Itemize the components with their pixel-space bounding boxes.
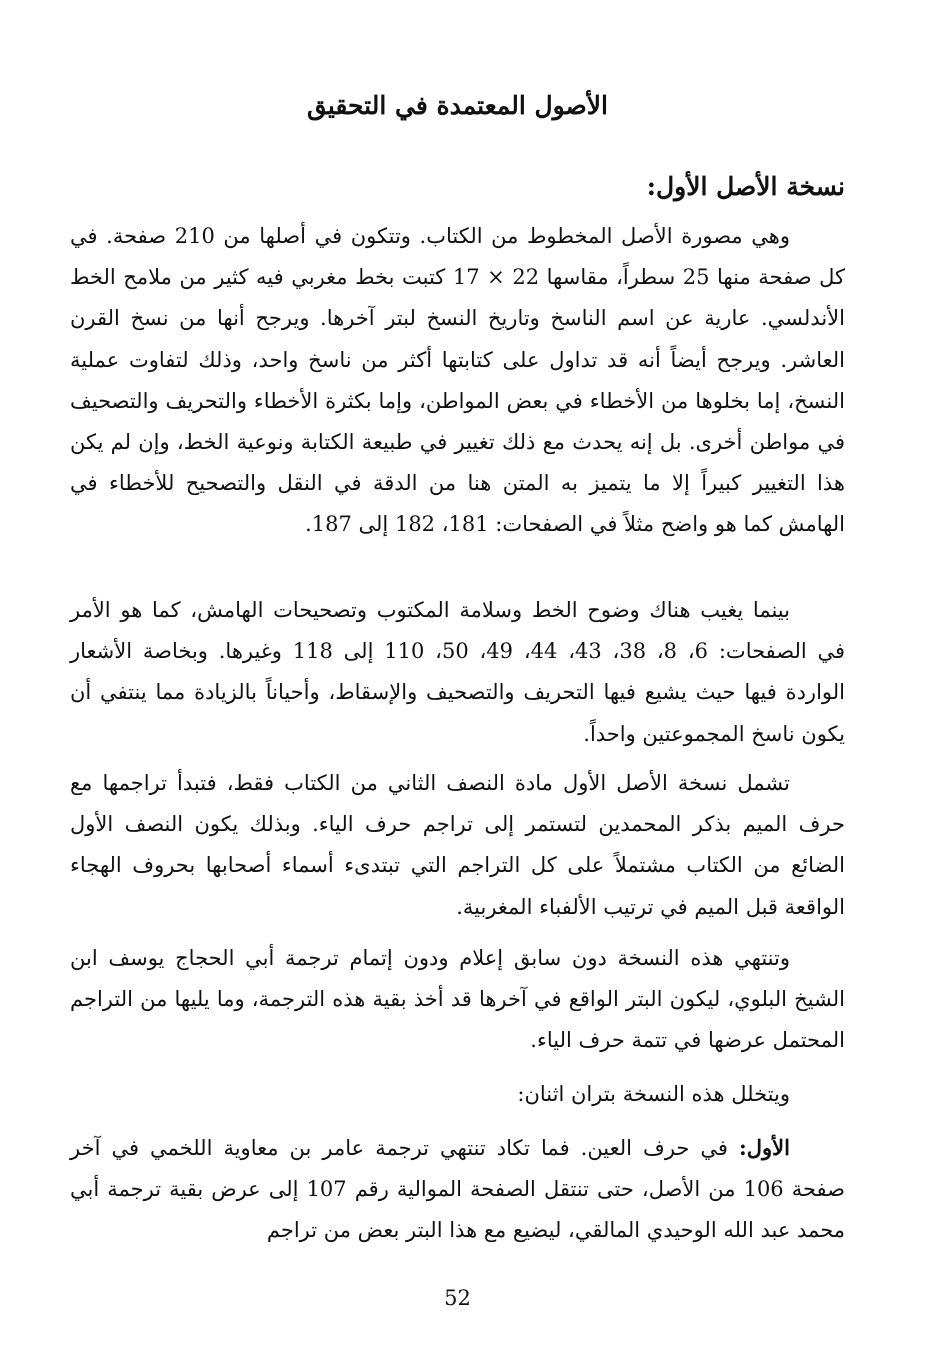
paragraph-6 xyxy=(70,1127,845,1252)
page-number: 52 xyxy=(444,1286,471,1310)
document-page xyxy=(70,0,845,1371)
paragraph-5: ويتخلل هذه النسخة بتران اثنان: xyxy=(517,1082,790,1106)
paragraph-6-lead: الأول: xyxy=(739,1135,790,1160)
paragraph-1: وهي مصورة الأصل المخطوط من الكتاب. وتتكون في أصلها من 210 صفحة. في كل صفحة منها 25 سطراً، مقاسها 22 × 17 كتبت بخط مغربي فيه كثير من ملامح الخط الأندلسي. عارية عن اسم الناسخ وتاريخ النسخ لبتر آخرها. ويرجح أنها من نسخ القرن العاشر. ويرجح أيضاً أنه قد تداول على كتابتها أكثر من ناسخ واحد، وذلك لتفاوت عملية النسخ، إما بخلوها من الأخطاء في بعض المواطن، وإما بكثرة الأخطاء والتحريف والتصحيف في مواطن أخرى. بل إنه يحدث مع ذلك تغيير في طبيعة الكتابة ونوعية الخط، وإن لم يكن هذا التغيير كبيراً إلا ما يتميز به المتن هنا من الدقة في النقل والتصحيح للأخطاء في الهامش كما هو واضح مثلاً في الصفحات: 181، 182 إلى 187. xyxy=(70,224,845,537)
section-heading: نسخة الأصل الأول: xyxy=(646,172,845,201)
paragraph-4: وتنتهي هذه النسخة دون سابق إعلام ودون إتمام ترجمة أبي الحجاج يوسف ابن الشيخ البلوي، ليكون البتر الواقع في آخرها قد أخذ بقية هذه الترجمة، وما يليها من التراجم المحتمل عرضها في تتمة حرف الياء. xyxy=(70,946,845,1053)
paragraph-6-text: في حرف العين. فما تكاد تنتهي ترجمة عامر بن معاوية اللخمي في آخر صفحة 106 من الأصل، حتى تنتقل الصفحة الموالية رقم 107 إلى عرض بقية ترجمة أبي محمد عبد الله الوحيدي المالقي، ليضيع مع هذا البتر بعض من تراجم xyxy=(70,1136,845,1243)
paragraph-3: تشمل نسخة الأصل الأول مادة النصف الثاني من الكتاب فقط، فتبدأ تراجمها مع حرف الميم بذكر المحمدين لتستمر إلى تراجم حرف الياء. وبذلك يكون النصف الأول الضائع من الكتاب مشتملاً على كل التراجم التي تبتدىء أسماء أصحابها بحروف الهجاء الواقعة قبل الميم في ترتيب الألفباء المغربية. xyxy=(70,771,845,919)
paragraph-2: بينما يغيب هناك وضوح الخط وسلامة المكتوب وتصحيحات الهامش، كما هو الأمر في الصفحات: 6، 8، 38، 43، 44، 49، 50، 110 إلى 118 وغيرها. وبخاصة الأشعار الواردة فيها حيث يشيع فيها التحريف والتصحيف والإسقاط، وأحياناً بالزيادة مما ينتفي أن يكون ناسخ المجموعتين واحداً. xyxy=(70,598,846,746)
page-title: الأصول المعتمدة في التحقيق xyxy=(307,91,608,120)
